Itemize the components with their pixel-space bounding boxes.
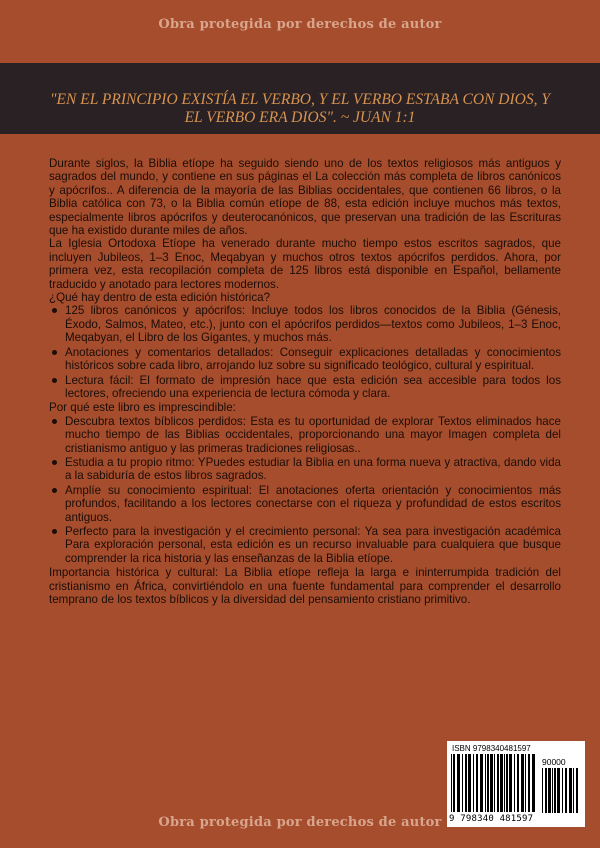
isbn-label: ISBN 9798340481597 [452,744,531,753]
back-cover-text [49,157,561,606]
closing-paragraph: Importancia histórica y cultural: La Biblia etíope refleja la larga e ininterrumpida tradición del cristianismo en África, convirtiéndolo en una fuente fundamental para comprender el desarrollo temprano de los textos bíblicos y la diversidad del pensamiento cristiano primitivo. [49,566,561,606]
price-code: 90000 [542,757,566,767]
addon-barcode-bars [542,768,580,813]
epigraph-quote: "EN EL PRINCIPIO EXISTÍA EL VERBO, Y EL VERBO ESTABA CON DIOS, Y EL VERBO ERA DIOS". ~ JUAN 1:1 [50,91,550,126]
list-item: Amplíe su conocimiento espiritual: El anotaciones oferta orientación y conocimientos más profundos, facilitando a los lectores conectarse con el riqueza y profundidad de estos escritos antiguos. [65,483,561,524]
list-item: Estudia a tu propio ritmo: YPuedes estudiar la Biblia en una forma nueva y atractiva, dando vida a la sabiduría de estos libros sagrados. [65,455,561,483]
section1-list [49,304,561,400]
list-item: Descubra textos bíblicos perdidos: Esta es tu oportunidad de explorar Textos eliminados hace mucho tiempo de las Biblias occidentales, proporcionando una mayor Imagen completa del cristianismo antiguo y las primeras tradiciones religiosas.. [65,414,561,455]
watermark-top: Obra protegida por derechos de autor [158,17,442,32]
list-item: Lectura fácil: El formato de impresión hace que esta edición sea accesible para todos los lectores, ofreciendo una experiencia de lectura cómoda y clara. [65,373,561,400]
list-item: Anotaciones y comentarios detallados: Conseguir explicaciones detalladas y conocimientos históricos sobre cada libro, arrojando luz sobre su significado teológico, cultural y espiritual. [65,345,561,373]
barcode-bars [451,754,537,812]
section1-heading: ¿Qué hay dentro de esta edición histórica? [49,291,271,305]
intro-paragraph: Durante siglos, la Biblia etíope ha seguido siendo uno de los textos religiosos más antiguos y sagrados del mundo, y contiene en sus páginas el La colección más completa de libros canónicos y apócrifos.. A diferencia de la mayoría de las Biblias occidentales, que contienen 66 libros, o la Biblia católica con 73, o la Biblia común etíope de 88, esta edición incluye muchos más textos, especialmente libros apócrifos y deuterocanónicos, que preservan una tradición de las Escrituras que ha existido durante miles de años. [49,157,561,238]
church-paragraph: La Iglesia Ortodoxa Etíope ha venerado durante mucho tiempo estos escritos sagrados, que incluyen Jubileos, 1–3 Enoc, Meqabyan y muchos otros textos apócrifos perdidos. Ahora, por primera vez, esta recopilación completa de 125 libros está disponible en Español, bellamente traducido y anotado para lectores modernos. [49,237,561,291]
section2-list [49,415,561,565]
list-item: Perfecto para la investigación y el crecimiento personal: Ya sea para investigación académica Para exploración personal, esta edición es un recurso invaluable para cualquiera que busque comprender la rica historia y las enseñanzas de la Biblia etíope. [65,524,561,565]
barcode-digits: 9 798340 481597 [449,814,534,824]
section2-heading: Por qué este libro es imprescindible: [49,401,236,415]
watermark-bottom: Obra protegida por derechos de autor [158,815,442,830]
list-item: 125 libros canónicos y apócrifos: Incluye todos los libros conocidos de la Biblia (Génesis, Éxodo, Salmos, Mateo, etc.), junto con el apócrifos perdidos—textos como Jubileos, 1–3 Enoc, Meqabyan, el Libro de los Gigantes, y muchos más. [65,304,561,345]
